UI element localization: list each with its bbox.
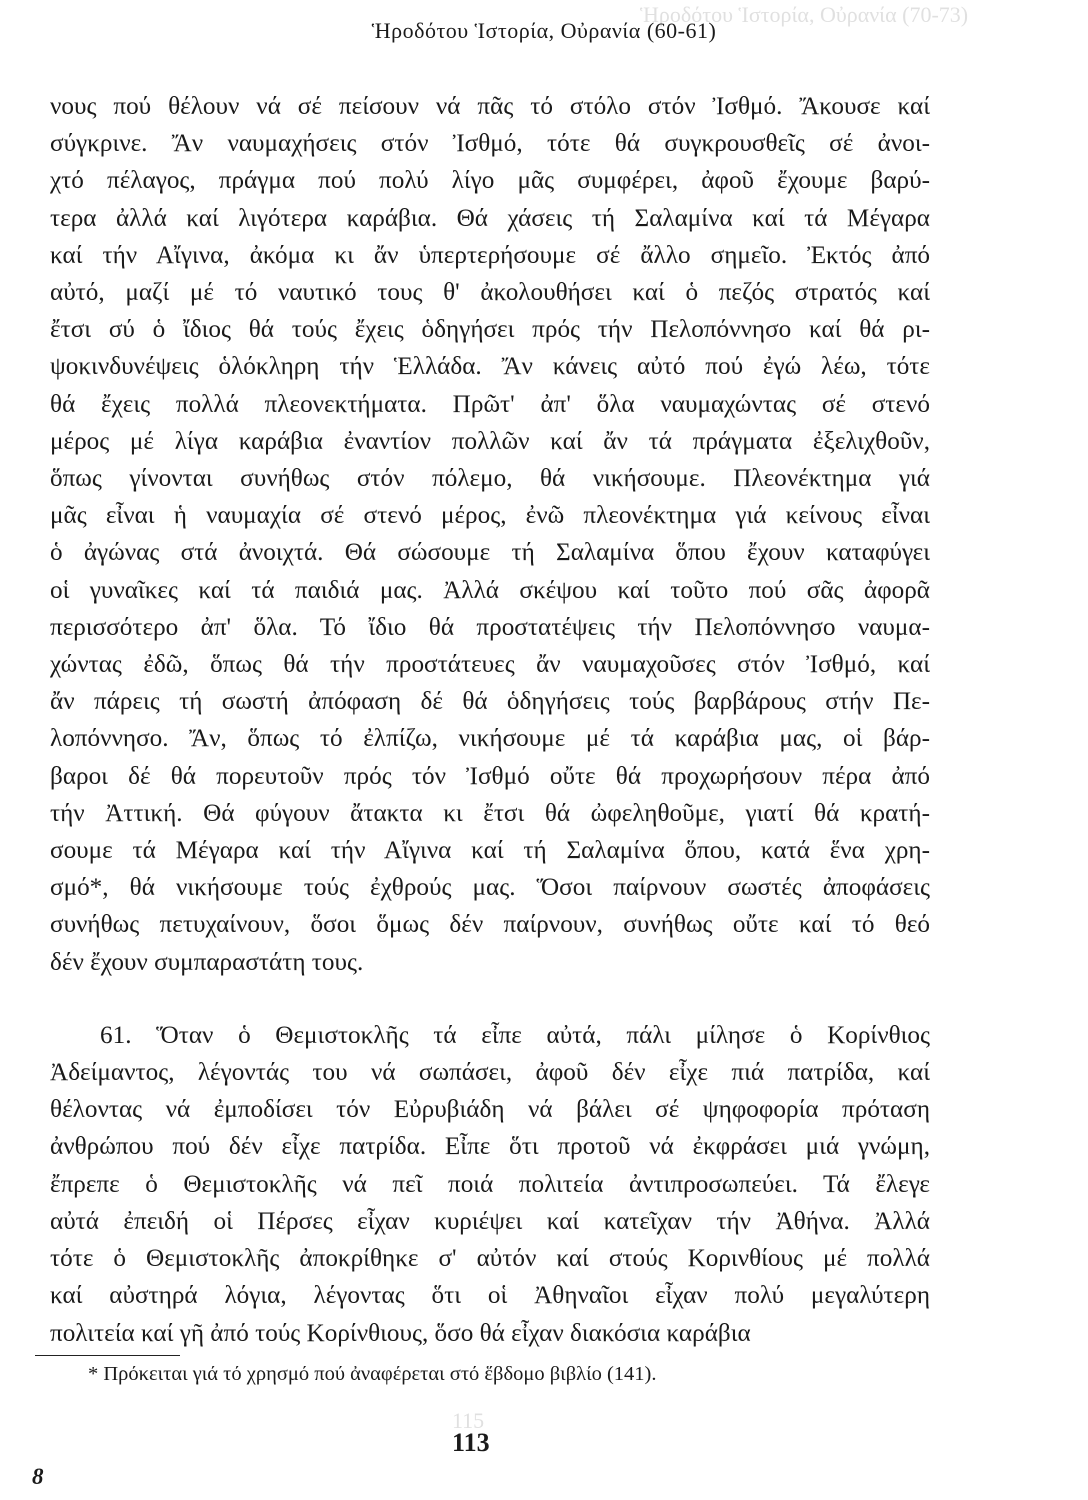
text-line: τερα ἀλλά καί λιγότερα καράβια. Θά χάσεις τή Σαλαμίνα καί τά Μέγαρα: [50, 204, 930, 232]
text-line: σύγκρινε. Ἄν ναυμαχήσεις στόν Ἰσθμό, τότε θά συγκρουσθεῖς σέ ἀνοι-: [50, 130, 930, 158]
footnote-rule: [35, 1355, 180, 1356]
text-line: ἄν πάρεις τή σωστή ἀπόφαση δέ θά ὁδηγήσεις τούς βαρβάρους στήν Πε-: [50, 688, 930, 716]
text-line: αὐτά ἐπειδή οἱ Πέρσες εἶχαν κυριέψει καί κατεῖχαν τήν Ἀθήνα. Ἀλλά: [50, 1207, 930, 1235]
text-line: σμό*, θά νικήσουμε τούς ἐχθρούς μας. Ὅσοι παίρνουν σωστές ἀποφάσεις: [50, 874, 930, 902]
paragraph-61: [50, 1017, 930, 1352]
text-line: ἀνθρώπου πού δέν εἶχε πατρίδα. Εἶπε ὅτι προτοῦ νά ἐκφράσει μιά γνώμη,: [50, 1133, 930, 1161]
text-line: συνήθως πετυχαίνουν, ὅσοι ὅμως δέν παίρνουν, συνήθως οὔτε καί τό θεό: [50, 911, 930, 939]
paragraph-60-continuation: [50, 88, 930, 981]
text-line: ψοκινδυνέψεις ὁλόκληρη τήν Ἑλλάδα. Ἄν κάνεις αὐτό πού ἐγώ λέω, τότε: [50, 353, 930, 381]
text-line: ὅπως γίνονται συνήθως στόν πόλεμο, θά νικήσουμε. Πλεονέκτημα γιά: [50, 465, 930, 493]
text-line: τήν Ἀττική. Θά φύγουν ἄτακτα κι ἔτσι θά ὠφεληθοῦμε, γιατί θά κρατή-: [50, 799, 930, 827]
text-line: σουμε τά Μέγαρα καί τήν Αἴγινα καί τή Σαλαμίνα ὅπου, κατά ἕνα χρη-: [50, 837, 930, 865]
show-through-page-number: 115: [452, 1408, 485, 1433]
text-line: ἔπρεπε ὁ Θεμιστοκλῆς νά πεῖ ποιά πολιτεία ἀντιπροσωπεύει. Τά ἔλεγε: [50, 1170, 930, 1198]
page-body: [50, 88, 930, 1352]
text-line: τότε ὁ Θεμιστοκλῆς ἀποκρίθηκε σ' αὐτόν καί στούς Κορινθίους μέ πολλά: [50, 1245, 930, 1273]
text-line: χώντας ἐδῶ, ὅπως θά τήν προστάτευες ἄν ναυμαχοῦσες στόν Ἰσθμό, καί: [50, 651, 930, 679]
text-line: αὐτό, μαζί μέ τό ναυτικό τους θ' ἀκολουθήσει καί ὁ πεζός στρατός καί: [50, 279, 930, 307]
text-line: Ἀδείμαντος, λέγοντάς του νά σωπάσει, ἀφοῦ δέν εἶχε πιά πατρίδα, καί: [50, 1059, 930, 1087]
text-line: περισσότερο ἀπ' ὅλα. Τό ἴδιο θά προστατέψεις τήν Πελοπόννησο ναυμα-: [50, 613, 930, 641]
running-header: Ἡροδότου Ἱστορία, Οὐρανία (60-61): [371, 18, 717, 43]
text-line: ἔτσι σύ ὁ ἴδιος θά τούς ἔχεις ὁδηγήσει πρός τήν Πελοπόννησο καί θά ρι-: [50, 316, 930, 344]
footnote: * Πρόκειται γιά τό χρησμό πού ἀναφέρεται στό ἕβδομο βιβλίο (141).: [88, 1363, 657, 1385]
text-line: θέλοντας νά ἐμποδίσει τόν Εὐρυβιάδη νά βάλει σέ ψηφοφορία πρόταση: [50, 1096, 930, 1124]
text-line: βαροι δέ θά πορευτοῦν πρός τόν Ἰσθμό οὔτε θά προχωρήσουν πέρα ἀπό: [50, 762, 930, 790]
text-line: νους πού θέλουν νά σέ πείσουν νά πᾶς τό στόλο στόν Ἰσθμό. Ἄκουσε καί: [50, 93, 930, 120]
text-line: μέρος μέ λίγα καράβια ἐναντίον πολλῶν καί ἄν τά πράγματα ἐξελιχθοῦν,: [50, 427, 930, 455]
text-line: λοπόννησο. Ἄν, ὅπως τό ἐλπίζω, νικήσουμε μέ τά καράβια μας, οἱ βάρ-: [50, 725, 930, 753]
page-number: 113: [452, 1428, 490, 1457]
text-line: οἱ γυναῖκες καί τά παιδιά μας. Ἀλλά σκέψου καί τοῦτο πού σᾶς ἀφορᾶ: [50, 576, 930, 604]
text-line: ὁ ἀγώνας στά ἀνοιχτά. Θά σώσουμε τή Σαλαμίνα ὅπου ἔχουν καταφύγει: [50, 539, 930, 567]
text-line: μᾶς εἶναι ἡ ναυμαχία σέ στενό μέρος, ἐνῶ πλεονέκτημα γιά κείνους εἶναι: [50, 502, 930, 530]
text-line: καί τήν Αἴγινα, ἀκόμα κι ἄν ὑπερτερήσουμε σέ ἄλλο σημεῖο. Ἐκτός ἀπό: [50, 241, 930, 269]
text-line: πολιτεία καί γῆ ἀπό τούς Κορίνθιους, ὅσο θά εἶχαν διακόσια καράβια: [50, 1319, 751, 1347]
text-line: καί αὐστηρά λόγια, λέγοντας ὅτι οἱ Ἀθηναῖοι εἶχαν πολύ μεγαλύτερη: [50, 1282, 930, 1310]
text-line: δέν ἔχουν συμπαραστάτη τους.: [50, 948, 364, 976]
show-through-header: Ἡροδότου Ἱστορία, Οὐρανία (70-73): [640, 2, 969, 27]
text-line: χτό πέλαγος, πράγμα πού πολύ λίγο μᾶς συμφέρει, ἀφοῦ ἔχουμε βαρύ-: [50, 167, 930, 195]
text-line: θά ἔχεις πολλά πλεονεκτήματα. Πρῶτ' ἀπ' ὅλα ναυμαχώντας σέ στενό: [50, 390, 930, 418]
text-line: 61. Ὅταν ὁ Θεμιστοκλῆς τά εἶπε αὐτά, πάλι μίλησε ὁ Κορίνθιος: [100, 1021, 930, 1049]
printer-signature-mark: 8: [32, 1464, 44, 1489]
